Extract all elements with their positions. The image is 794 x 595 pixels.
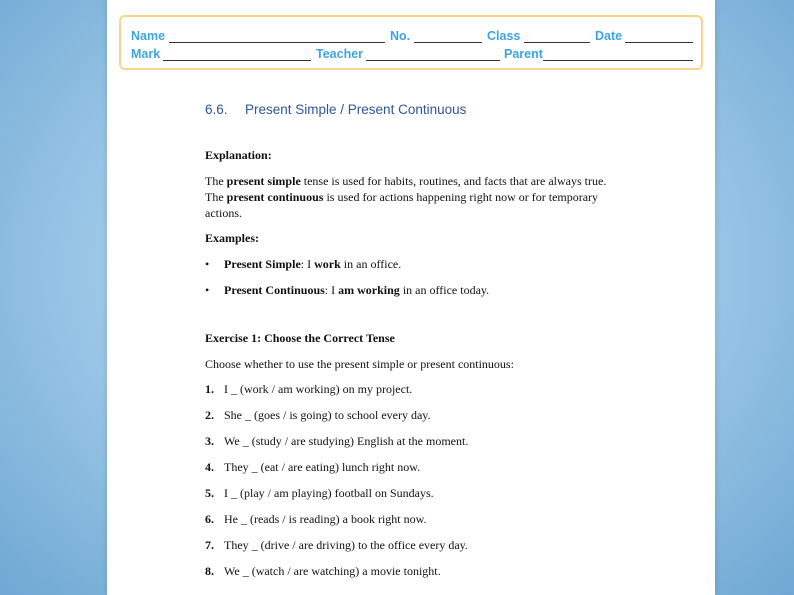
- example-label: Present Continuous: [224, 283, 325, 297]
- item-text: They _ (eat / are eating) lunch right now.: [224, 460, 421, 474]
- item-number: 8.: [205, 564, 214, 578]
- date-label: Date: [595, 29, 623, 43]
- explanation-text: [205, 173, 635, 221]
- item-number: 4.: [205, 460, 214, 474]
- text-segment: The: [205, 190, 227, 204]
- worksheet-content: [205, 147, 635, 589]
- item-text: He _ (reads / is reading) a book right now.: [224, 512, 427, 526]
- examples-heading: Examples:: [205, 231, 259, 245]
- name-field-line[interactable]: [169, 42, 385, 43]
- exercise-item: [205, 381, 635, 397]
- text-segment: : I: [324, 283, 339, 297]
- exercise-item: [205, 485, 635, 501]
- text-segment: in an office today.: [399, 283, 490, 297]
- section-number: 6.6.: [205, 102, 228, 117]
- date-field-line[interactable]: [625, 42, 693, 43]
- exercise-list: [205, 381, 635, 579]
- exercise-item: [205, 537, 635, 553]
- section-title: Present Simple / Present Continuous: [245, 102, 467, 117]
- item-text: We _ (study / are studying) English at the moment.: [224, 434, 469, 448]
- teacher-field-line[interactable]: [366, 60, 500, 61]
- item-number: 2.: [205, 408, 214, 422]
- text-segment: in an office.: [340, 257, 402, 271]
- number-label: No.: [390, 29, 411, 43]
- example-verb: am working: [338, 283, 400, 297]
- example-verb: work: [314, 257, 341, 271]
- student-info-box: [119, 15, 703, 70]
- item-text: She _ (goes / is going) to school every day.: [224, 408, 431, 422]
- example-item: [205, 282, 635, 298]
- exercise-title: Exercise 1: Choose the Correct Tense: [205, 331, 395, 345]
- text-segment: : I: [300, 257, 315, 271]
- worksheet-page: [107, 0, 715, 595]
- number-field-line[interactable]: [414, 42, 482, 43]
- exercise-item: [205, 459, 635, 475]
- exercise-item: [205, 563, 635, 579]
- item-text: I _ (work / am working) on my project.: [224, 382, 413, 396]
- item-number: 5.: [205, 486, 214, 500]
- name-label: Name: [131, 29, 166, 43]
- term-present-simple: present simple: [226, 174, 301, 188]
- examples-list: [205, 256, 635, 298]
- page-title: [205, 102, 466, 117]
- item-number: 3.: [205, 434, 214, 448]
- text-segment: tense is used for habits, routines, and facts that are always true.: [300, 174, 607, 188]
- item-text: They _ (drive / are driving) to the office every day.: [224, 538, 468, 552]
- text-segment: is used for actions happening right now or for temporary actions.: [205, 190, 599, 220]
- exercise-item: [205, 511, 635, 527]
- example-item: [205, 256, 635, 272]
- example-label: Present Simple: [224, 257, 301, 271]
- parent-field-line[interactable]: [543, 60, 693, 61]
- explanation-heading: Explanation:: [205, 148, 272, 162]
- class-field-line[interactable]: [524, 42, 590, 43]
- exercise-item: [205, 433, 635, 449]
- term-present-continuous: present continuous: [226, 190, 324, 204]
- class-label: Class: [487, 29, 521, 43]
- text-segment: The: [205, 174, 227, 188]
- parent-label: Parent: [504, 47, 543, 61]
- exercise-item: [205, 407, 635, 423]
- exercise-instruction: Choose whether to use the present simple or present continuous:: [205, 357, 514, 371]
- item-number: 7.: [205, 538, 214, 552]
- teacher-label: Teacher: [316, 47, 364, 61]
- mark-field-line[interactable]: [163, 60, 311, 61]
- item-number: 6.: [205, 512, 214, 526]
- item-number: 1.: [205, 382, 214, 396]
- item-text: I _ (play / am playing) football on Sundays.: [224, 486, 434, 500]
- item-text: We _ (watch / are watching) a movie tonight.: [224, 564, 441, 578]
- mark-label: Mark: [131, 47, 161, 61]
